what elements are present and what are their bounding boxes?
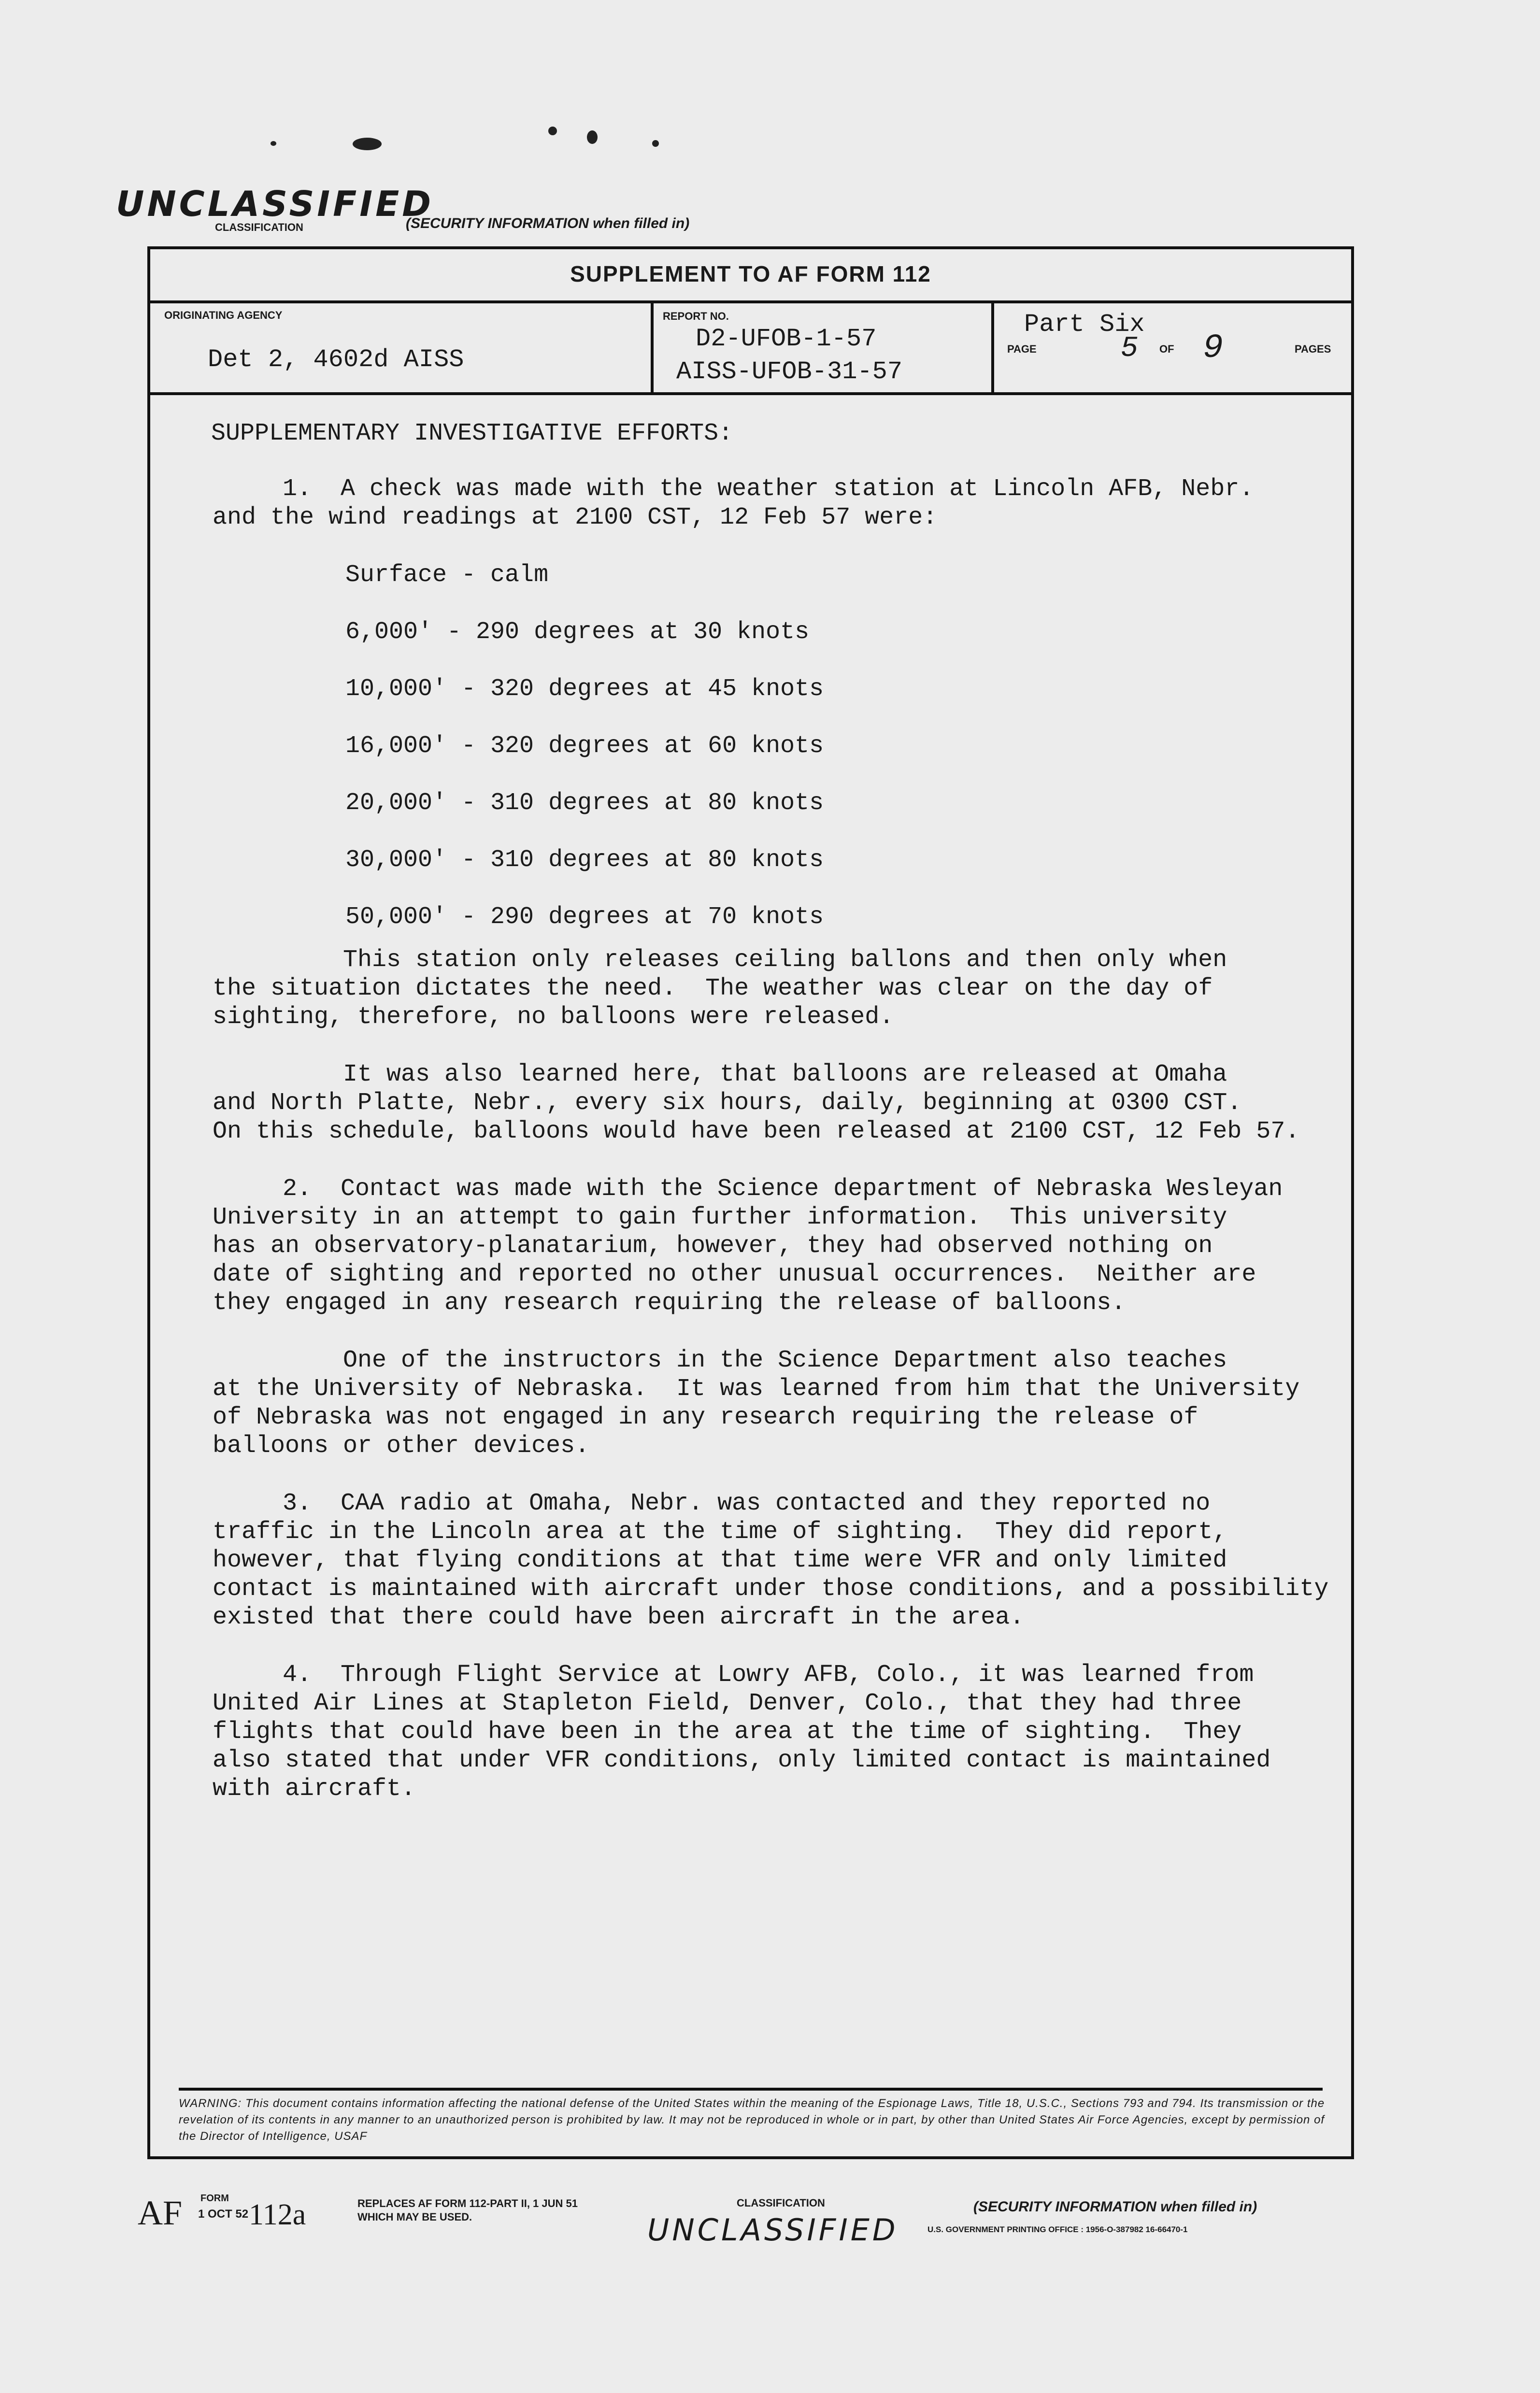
warning-notice: WARNING: This document contains information affecting the national defense of the United States within the meaning of the Espionage Laws, Title 18, U.S.C., Sections 793 and 794. Its transmission or the revelation of its contents in any manner to an unauthorized person is prohibited by law. It may not be reproduced in whole or in part, by other than United States Air Force Agencies, except by permission of the Director of Intelligence, USAF	[179, 2097, 1325, 2143]
form-title: SUPPLEMENT TO AF FORM 112	[570, 261, 931, 286]
form-prefix: AF	[138, 2194, 183, 2232]
wind-reading: 6,000' - 290 degrees at 30 knots	[345, 618, 810, 646]
wind-reading: 10,000' - 320 degrees at 45 knots	[345, 675, 824, 703]
header-rule-bottom	[147, 392, 1354, 395]
scan-speck	[353, 138, 382, 150]
of-label: OF	[1159, 343, 1174, 355]
scan-speck	[652, 140, 659, 147]
security-note: (SECURITY INFORMATION when filled in)	[406, 215, 690, 231]
report-body	[213, 419, 1343, 1832]
header-divider	[651, 300, 654, 393]
paragraph-4: 4. Through Flight Service at Lowry AFB, Colo., it was learned from United Air Lines at Stapleton Field, Denver, Colo., that they had three flights that could have been in the area at the time of sighting. They also stated that under VFR conditions, only limited contact is maintained with aircraft.	[213, 1661, 1271, 1803]
paragraph-learned: It was also learned here, that balloons are released at Omaha and North Platte, Nebr., every six hours, daily, beginning at 0300 CST. On this schedule, balloons would have been released at 2100 CST, 12 Feb 57.	[213, 1061, 1300, 1145]
scan-speck	[587, 130, 598, 144]
part-value: Part Six	[1024, 310, 1145, 339]
paragraph-station: This station only releases ceiling ballons and then only when the situation dictates the need. The weather was clear on the day of sighting, therefore, no balloons were released.	[213, 946, 1227, 1031]
report-no-line1: D2-UFOB-1-57	[696, 325, 877, 353]
wind-reading: 50,000' - 290 degrees at 70 knots	[345, 903, 824, 931]
originating-agency-label: ORIGINATING AGENCY	[164, 309, 283, 321]
page-number: 5	[1121, 332, 1139, 365]
paragraph-1: 1. A check was made with the weather station at Lincoln AFB, Nebr. and the wind readings at 2100 CST, 12 Feb 57 were:	[213, 475, 1254, 531]
classification-marking: UNCLASSIFIED	[647, 2212, 898, 2248]
report-no-line2: AISS-UFOB-31-57	[676, 357, 903, 386]
header-rule-top	[147, 300, 1354, 303]
pages-label: PAGES	[1295, 343, 1331, 355]
originating-agency-value: Det 2, 4602d AISS	[208, 345, 464, 374]
paragraph-2: 2. Contact was made with the Science department of Nebraska Wesleyan University in an attempt to gain further information. This university has an observatory-planatarium, however, they had observed nothing on date of sighting and reported no other unusual occurrences. Neither are they engaged in any research requiring the release of balloons.	[213, 1175, 1283, 1317]
page-total: 9	[1203, 329, 1224, 368]
scan-speck	[548, 127, 557, 135]
wind-reading: Surface - calm	[345, 561, 549, 589]
report-no-label: REPORT NO.	[663, 310, 729, 322]
form-number: 112a	[249, 2198, 306, 2231]
classification-label: CLASSIFICATION	[737, 2197, 825, 2209]
classification-label: CLASSIFICATION	[215, 221, 303, 233]
wind-reading: 16,000' - 320 degrees at 60 knots	[345, 732, 824, 760]
classification-marking: UNCLASSIFIED	[116, 184, 434, 224]
page-label: PAGE	[1007, 343, 1037, 355]
form-word: FORM	[200, 2193, 229, 2204]
security-note: (SECURITY INFORMATION when filled in)	[973, 2199, 1257, 2215]
form-date: 1 OCT 52	[198, 2208, 249, 2221]
wind-reading: 30,000' - 310 degrees at 80 knots	[345, 846, 824, 874]
replaces-note: REPLACES AF FORM 112-PART II, 1 JUN 51 WHICH MAY BE USED.	[357, 2197, 578, 2223]
paragraph-instructor: One of the instructors in the Science Department also teaches at the University of Nebraska. It was learned from him that the University of Nebraska was not engaged in any research requiring the release of balloons or other devices.	[213, 1347, 1300, 1460]
section-heading: SUPPLEMENTARY INVESTIGATIVE EFFORTS:	[211, 420, 733, 447]
paragraph-3: 3. CAA radio at Omaha, Nebr. was contacted and they reported no traffic in the Lincoln area at the time of sighting. They did report, however, that flying conditions at that time were VFR and only limited contact is maintained with aircraft under those conditions, and a possibility existed that there could have been aircraft in the area.	[213, 1490, 1329, 1631]
scan-speck	[271, 141, 276, 146]
wind-reading: 20,000' - 310 degrees at 80 knots	[345, 789, 824, 817]
gpo-imprint: U.S. GOVERNMENT PRINTING OFFICE : 1956-O-387982 16-66470-1	[927, 2225, 1188, 2234]
header-divider	[991, 300, 994, 393]
warning-rule	[179, 2088, 1323, 2091]
